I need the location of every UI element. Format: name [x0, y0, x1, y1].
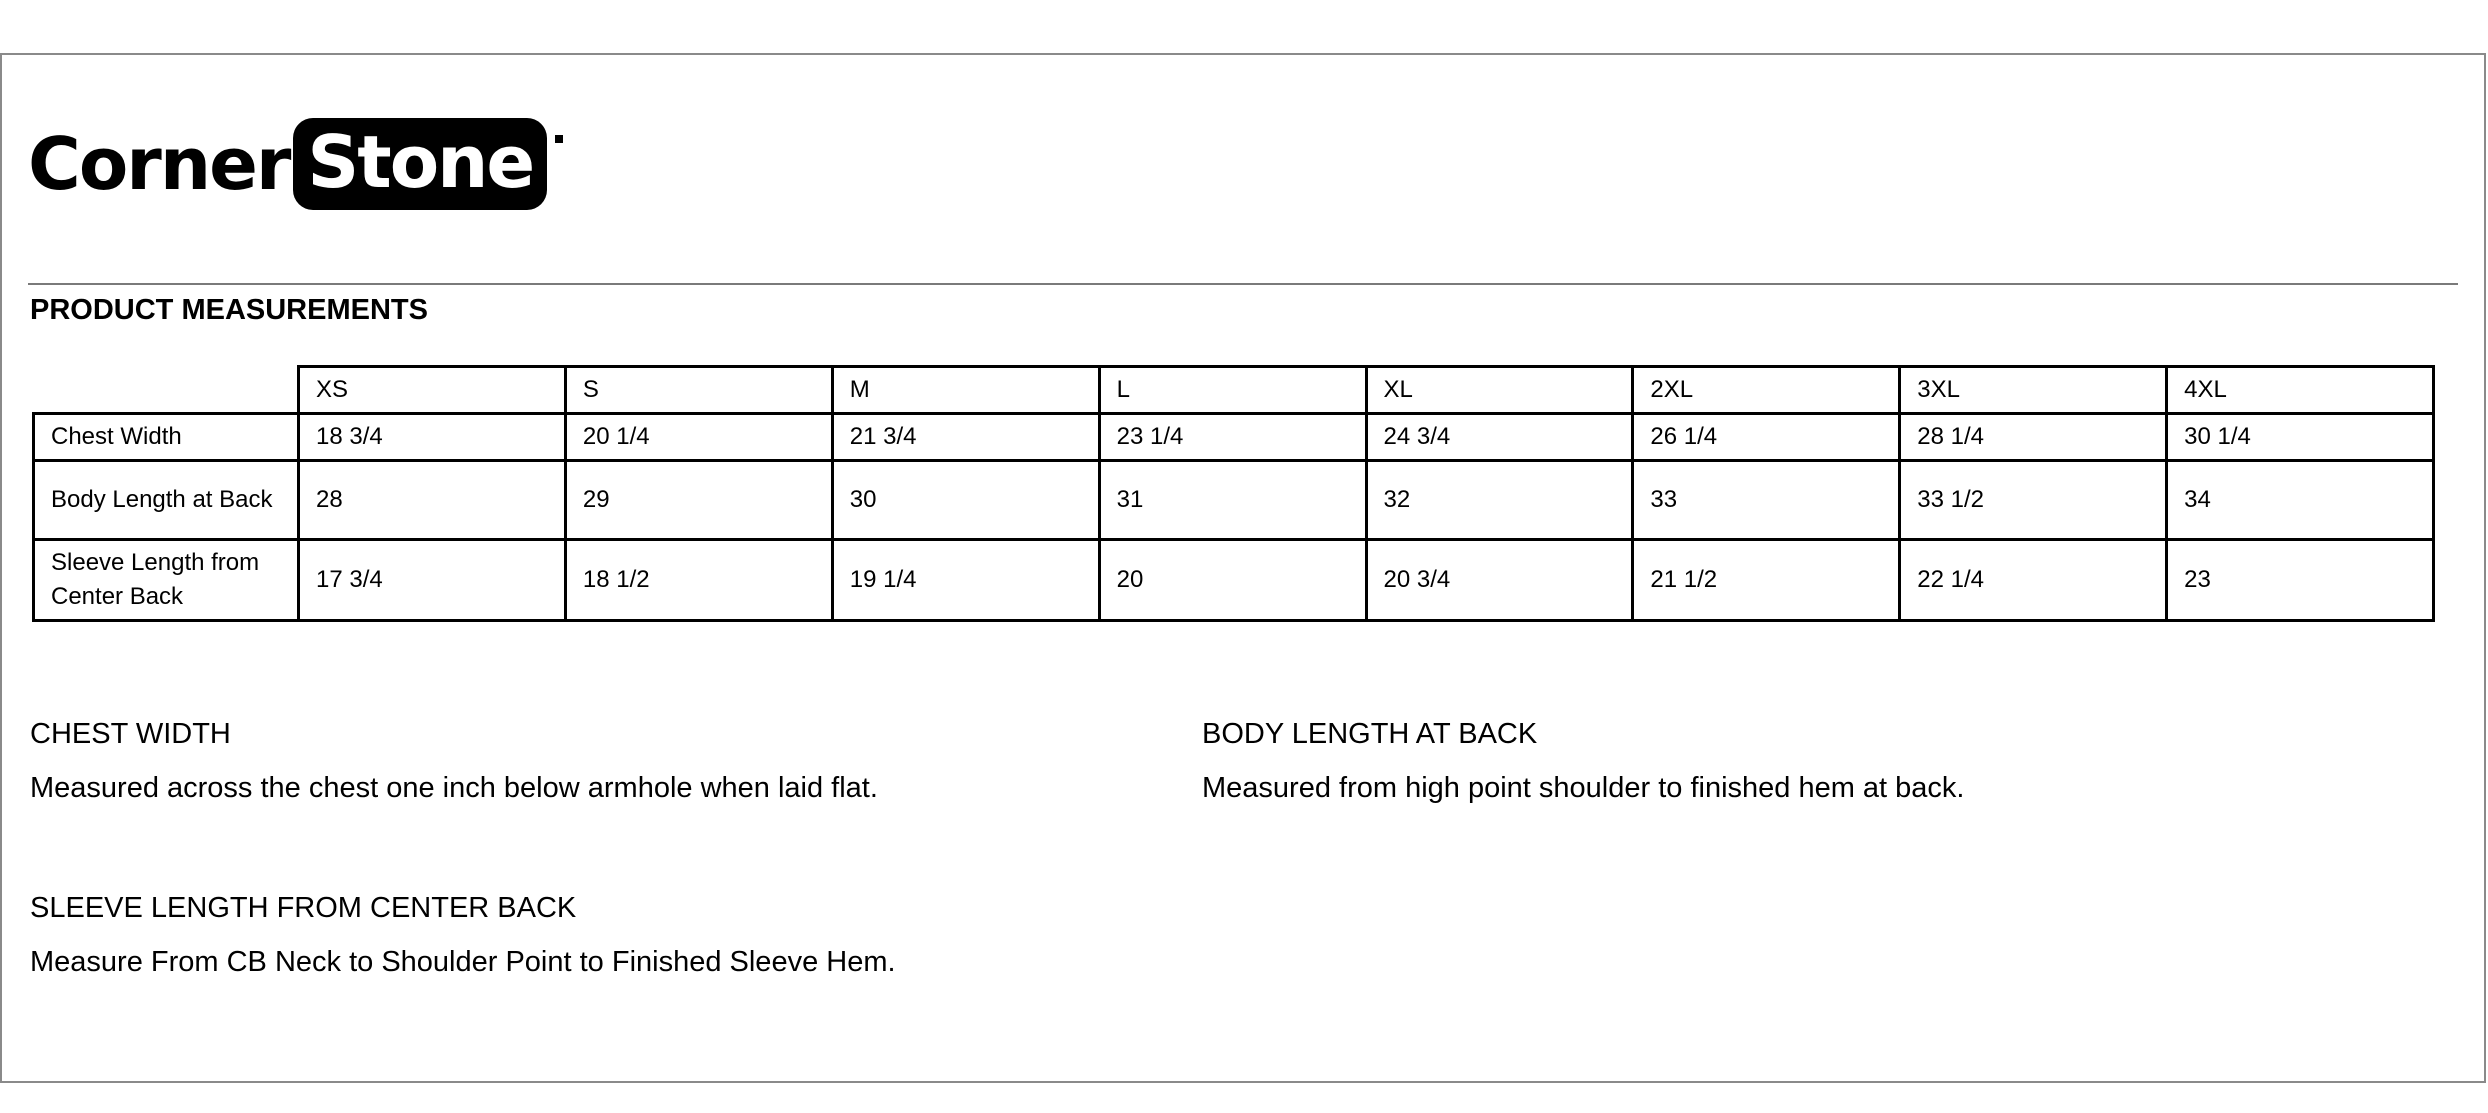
logo-word-stone: Stone: [307, 120, 534, 204]
logo-stone-box: [293, 118, 547, 210]
table-cell: 20 3/4: [1366, 540, 1633, 621]
table-cell: 24 3/4: [1366, 414, 1633, 461]
size-header: L: [1099, 367, 1366, 414]
measurements-table: [32, 365, 2435, 622]
table-cell: 21 1/2: [1633, 540, 1900, 621]
row-label: Sleeve Length from Center Back: [34, 540, 299, 621]
table-cell: 33 1/2: [1900, 461, 2167, 540]
size-header: M: [832, 367, 1099, 414]
table-cell: 18 3/4: [299, 414, 566, 461]
row-label: Chest Width: [34, 414, 299, 461]
table-cell: 17 3/4: [299, 540, 566, 621]
table-cell: 32: [1366, 461, 1633, 540]
table-cell: 28 1/4: [1900, 414, 2167, 461]
table-cell: 23: [2167, 540, 2434, 621]
table-row: [34, 540, 2434, 621]
section-title: PRODUCT MEASUREMENTS: [30, 294, 428, 326]
table-cell: 30: [832, 461, 1099, 540]
table-corner-cell: [34, 367, 299, 414]
table-cell: 20: [1099, 540, 1366, 621]
table-cell: 21 3/4: [832, 414, 1099, 461]
size-header: S: [565, 367, 832, 414]
table-cell: 33: [1633, 461, 1900, 540]
header-divider: [28, 283, 2458, 285]
table-cell: 28: [299, 461, 566, 540]
table-cell: 31: [1099, 461, 1366, 540]
size-header: XL: [1366, 367, 1633, 414]
size-header: 4XL: [2167, 367, 2434, 414]
body-length-text: Measured from high point shoulder to finished hem at back.: [1202, 772, 1965, 804]
table-cell: 19 1/4: [832, 540, 1099, 621]
table-cell: 18 1/2: [565, 540, 832, 621]
table-cell: 23 1/4: [1099, 414, 1366, 461]
size-header: 3XL: [1900, 367, 2167, 414]
size-header: XS: [299, 367, 566, 414]
table-header-row: [34, 367, 2434, 414]
table-cell: 20 1/4: [565, 414, 832, 461]
cornerstone-logo: [28, 108, 563, 220]
sleeve-length-text: Measure From CB Neck to Shoulder Point to Finished Sleeve Hem.: [30, 946, 896, 978]
table-row: [34, 414, 2434, 461]
table-cell: 22 1/4: [1900, 540, 2167, 621]
chest-width-text: Measured across the chest one inch below armhole when laid flat.: [30, 772, 878, 804]
size-header: 2XL: [1633, 367, 1900, 414]
sleeve-length-title: SLEEVE LENGTH FROM CENTER BACK: [30, 892, 577, 924]
logo-word-corner: Corner: [28, 122, 290, 206]
table-cell: 29: [565, 461, 832, 540]
body-length-title: BODY LENGTH AT BACK: [1202, 718, 1538, 750]
table-row: [34, 461, 2434, 540]
row-label: Body Length at Back: [34, 461, 299, 540]
table-cell: 30 1/4: [2167, 414, 2434, 461]
table-cell: 34: [2167, 461, 2434, 540]
chest-width-title: CHEST WIDTH: [30, 718, 231, 750]
logo-dot: [555, 135, 563, 143]
table-cell: 26 1/4: [1633, 414, 1900, 461]
